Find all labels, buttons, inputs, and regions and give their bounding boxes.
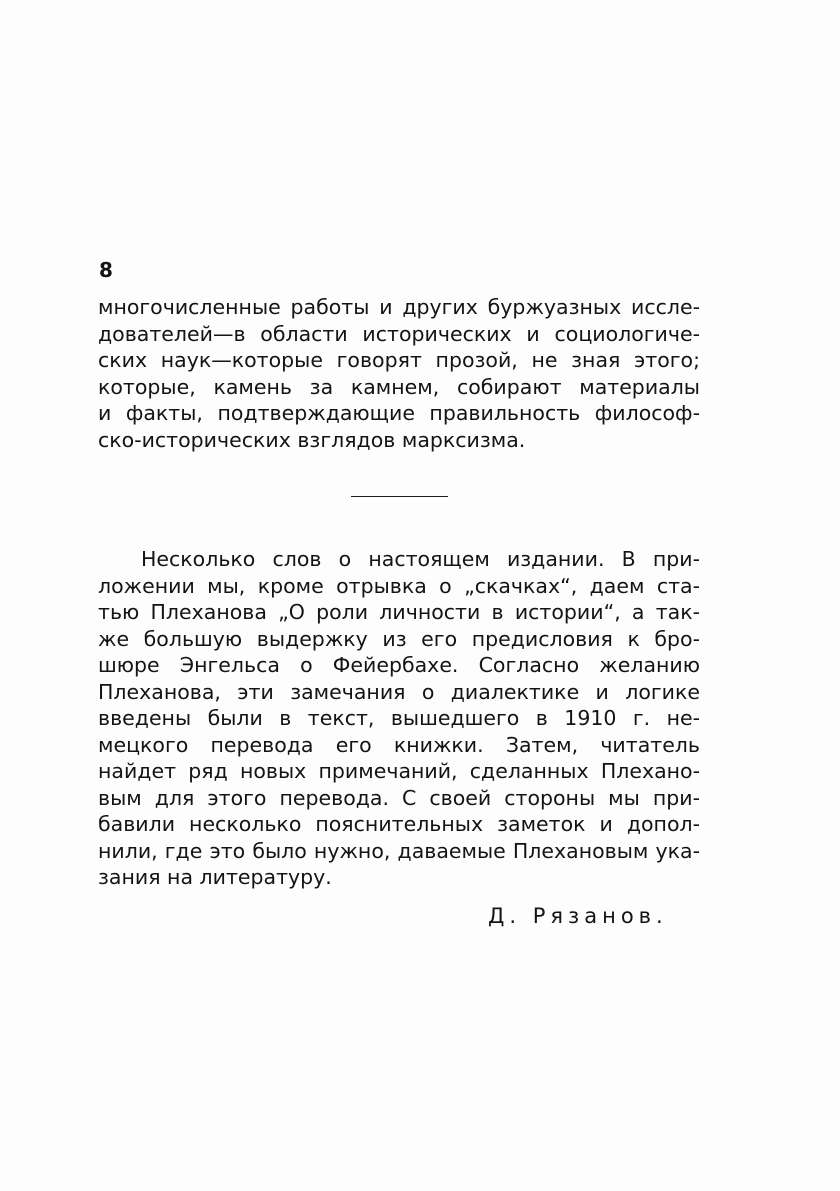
section-divider bbox=[351, 496, 448, 497]
text-line: шюре Энгельса о Фейербахе. Согласно желанию bbox=[98, 653, 700, 677]
text-line: ско-исторических взглядов марксизма. bbox=[98, 427, 526, 452]
text-line: и факты, подтверждающие правильность философ- bbox=[98, 401, 700, 425]
text-line: введены были в текст, вышедшего в 1910 г. не- bbox=[98, 706, 700, 730]
paragraph-continuation bbox=[98, 294, 700, 453]
author-signature: Д. Рязанов. bbox=[488, 904, 668, 928]
text-line: Несколько слов о настоящем издании. В при- bbox=[141, 547, 700, 571]
text-line: многочисленные работы и других буржуазных иссле- bbox=[98, 295, 700, 319]
text-line: мецкого перевода его книжки. Затем, читатель bbox=[98, 732, 700, 757]
text-line: найдет ряд новых примечаний, сделанных Плехано- bbox=[98, 759, 700, 783]
text-line: бавили несколько пояснительных заметок и допол- bbox=[98, 812, 700, 836]
text-line: нили, где это было нужно, даваемые Плехановым ука- bbox=[98, 838, 700, 863]
text-line: дователей—в области исторических и социологиче- bbox=[98, 321, 700, 346]
text-line: Плеханова, эти замечания о диалектике и логике bbox=[98, 679, 700, 704]
text-line: тью Плеханова „О роли личности в истории“, а так- bbox=[98, 600, 700, 624]
text-line: которые, камень за камнем, собирают материалы bbox=[98, 374, 700, 399]
page-number: 8 bbox=[99, 258, 113, 282]
paragraph-edition-note bbox=[98, 546, 700, 891]
text-line: ложении мы, кроме отрывка о „скачках“, даем ста- bbox=[98, 573, 700, 598]
text-line: вым для этого перевода. С своей стороны мы при- bbox=[98, 785, 700, 810]
text-line: же большую выдержку из его предисловия к бро- bbox=[98, 626, 700, 651]
text-line: зания на литературу. bbox=[98, 865, 332, 889]
text-line: ских наук—которые говорят прозой, не зная этого; bbox=[98, 348, 700, 372]
